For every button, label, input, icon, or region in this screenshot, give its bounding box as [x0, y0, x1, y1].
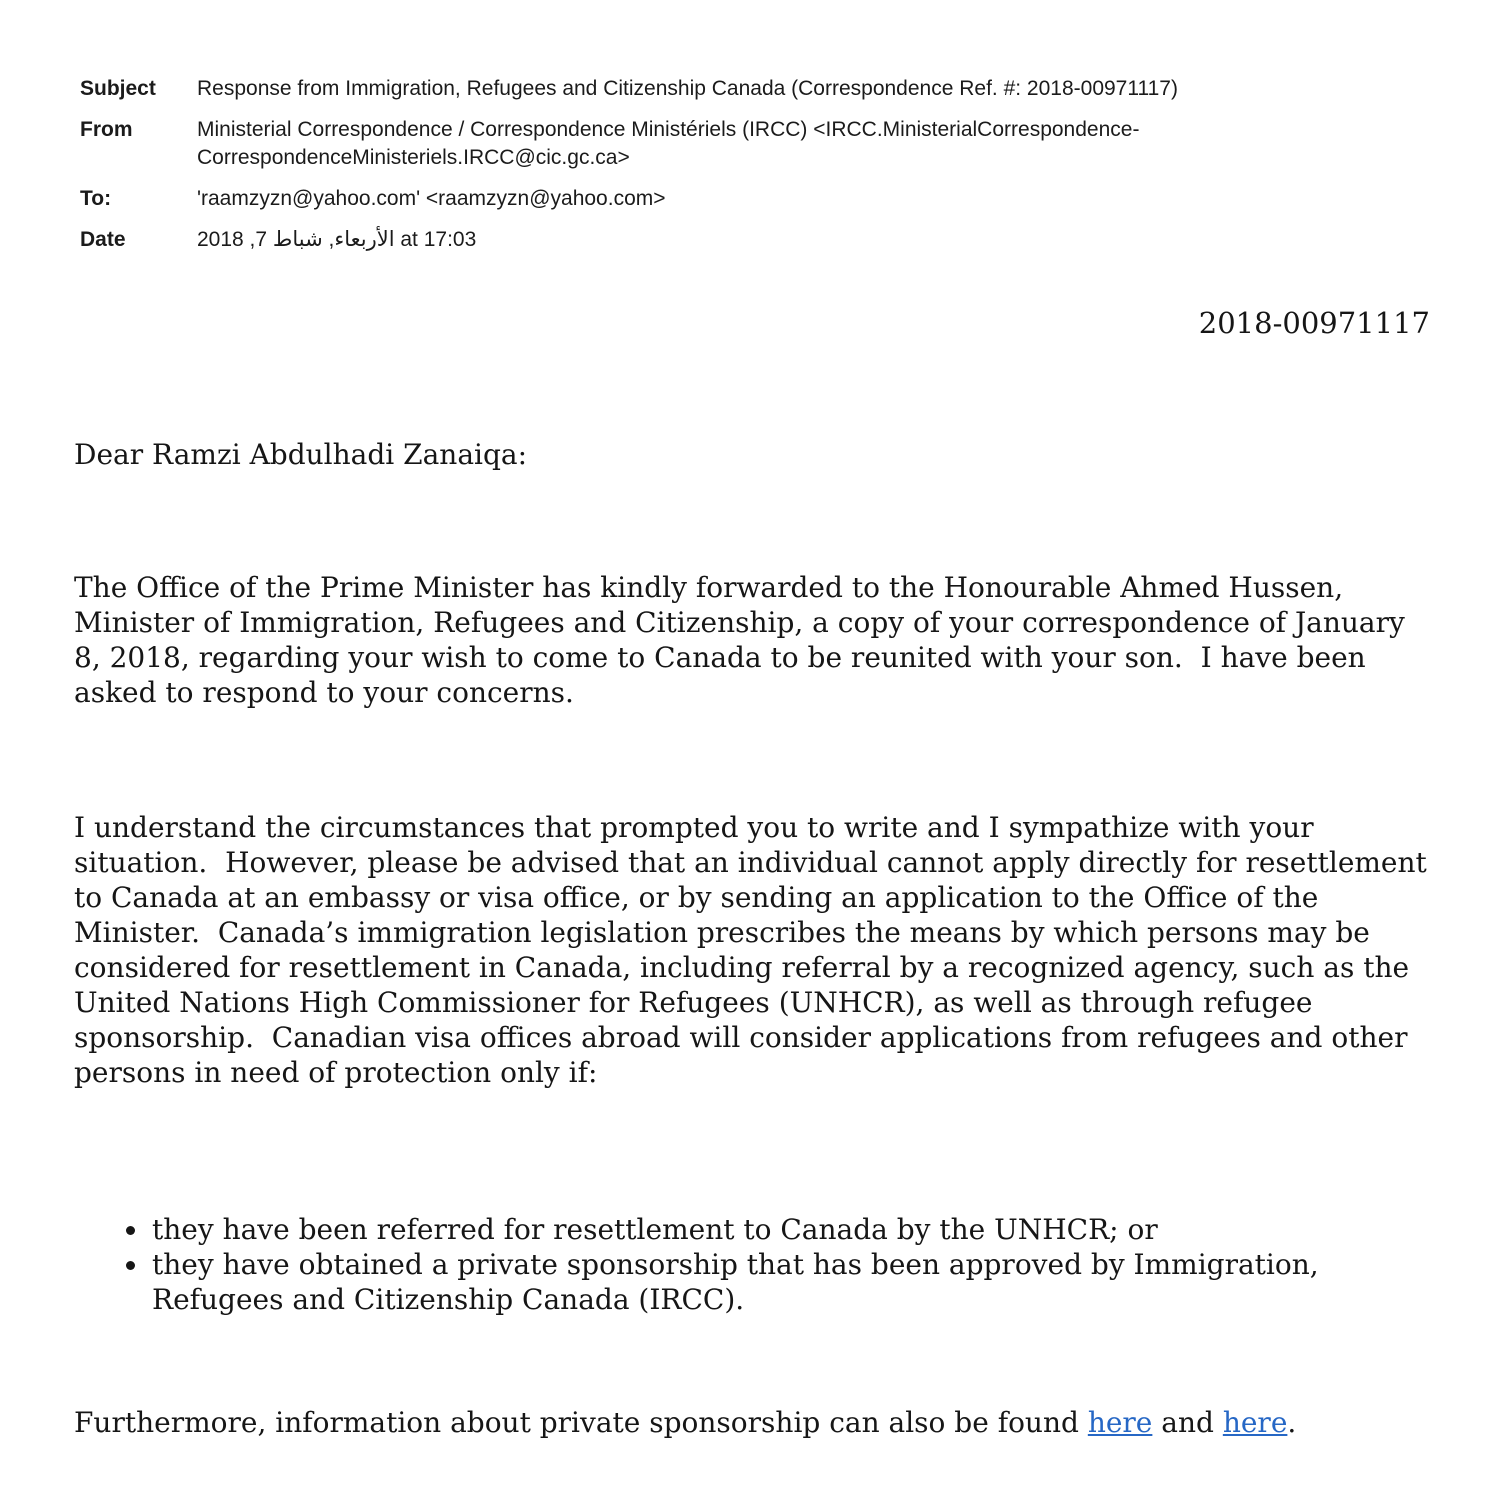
header-row-to	[80, 185, 1430, 213]
from-label: From	[80, 118, 133, 141]
header-row-subject	[80, 75, 1430, 103]
sponsorship-info-link-2[interactable]: here	[1222, 1406, 1288, 1439]
header-row-from	[80, 116, 1430, 172]
header-row-date	[80, 226, 1430, 254]
closing-text-middle: and	[1152, 1406, 1223, 1439]
bullet-list	[74, 1212, 1430, 1317]
sponsorship-info-link-1[interactable]: here	[1087, 1406, 1153, 1439]
date-value: الأربعاء, شباط 7, 2018 at 17:03	[197, 228, 477, 251]
correspondence-reference-number: 2018-00971117	[1198, 306, 1430, 340]
subject-value: Response from Immigration, Refugees and Citizenship Canada (Correspondence Ref. #: 2018-00971117)	[197, 77, 1178, 100]
closing-text-after: .	[1287, 1406, 1297, 1439]
to-label: To:	[80, 187, 112, 210]
paragraph-forwarded-correspondence: The Office of the Prime Minister has kindly forwarded to the Honourable Ahmed Hussen, Minister of Immigration, Refugees and Citizenship, a copy of your correspondence of January 8, 2018, regarding your wish to come to Canada to be reunited with your son. I have been asked to respond to your concerns.	[74, 571, 1414, 709]
bullet-item-unhcr-referral: • they have been referred for resettlement to Canada by the UNHCR; or	[150, 1212, 1430, 1247]
paragraph-resettlement-rules: I understand the circumstances that prompted you to write and I sympathize with your situation. However, please be advised that an individual cannot apply directly for resettlement to Canada at an embassy or visa office, or by sending an application to the Office of the Minister. Canada’s immigration legislation prescribes the means by which persons may be considered for resettlement in Canada, including referral by a recognized agency, such as the United Nations High Commissioner for Refugees (UNHCR), as well as through refugee sponsorship. Canadian visa offices abroad will consider applications from refugees and other persons in need of protection only if:	[74, 811, 1436, 1089]
closing-paragraph	[74, 1405, 1430, 1440]
letter-body	[74, 305, 1436, 1440]
date-label: Date	[80, 228, 126, 251]
salutation: Dear Ramzi Abdulhadi Zanaiqa:	[74, 438, 528, 471]
bullet-item-private-sponsorship: • they have obtained a private sponsorship that has been approved by Immigration, Refugees and Citizenship Canada (IRCC).	[150, 1247, 1430, 1317]
closing-text-before: Furthermore, information about private sponsorship can also be found	[74, 1406, 1088, 1439]
email-header	[74, 75, 1430, 254]
from-value: Ministerial Correspondence / Correspondence Ministériels (IRCC) <IRCC.MinisterialCorrespondence-CorrespondenceMinisteriels.IRCC@cic.gc.ca>	[197, 118, 1140, 169]
to-value: 'raamzyzn@yahoo.com' <raamzyzn@yahoo.com>	[197, 187, 666, 210]
subject-label: Subject	[80, 77, 156, 100]
